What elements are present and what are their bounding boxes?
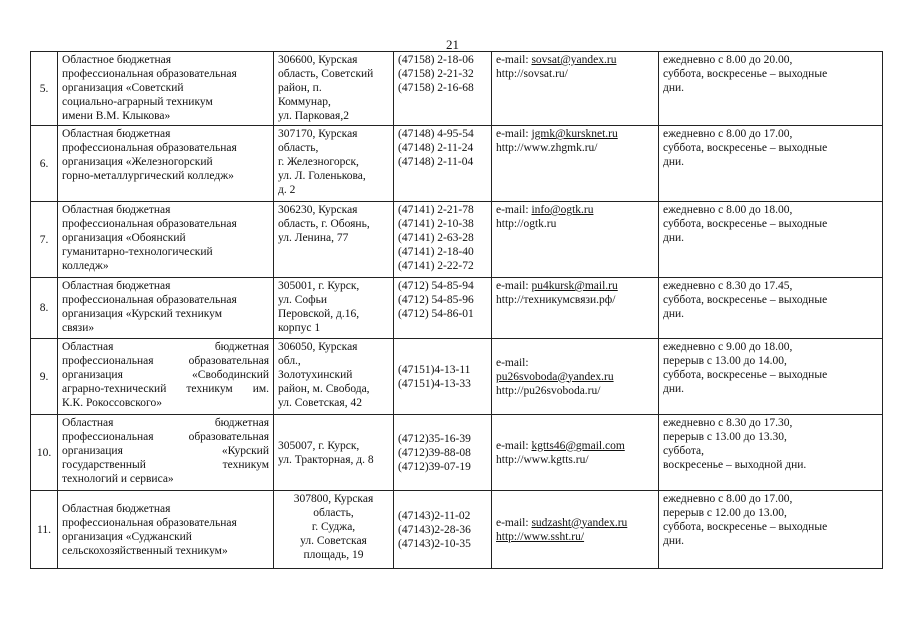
contacts	[492, 126, 659, 202]
organization-name: Областная бюджетная профессиональная образовательная организация «Суджанский сельскохозяйственный техникум»	[58, 491, 274, 569]
phones: (47158) 2-18-06 (47158) 2-21-32 (47158) 2-16-68	[394, 52, 492, 126]
organization-name: Областное бюджетная профессиональная образовательная организация «Советский социально-аграрный техникум имени В.М. Клыкова»	[58, 52, 274, 126]
contacts	[492, 491, 659, 569]
email-link[interactable]: pu4kursk@mail.ru	[531, 280, 618, 292]
website-link[interactable]: http://техникумсвязи.рф/	[496, 294, 616, 306]
organization-name: Областная бюджетная профессиональная образовательная организация «Железногорский горно-металлургический колледж»	[58, 126, 274, 202]
email-label: e-mail:	[496, 516, 532, 529]
schedule: ежедневно с 8.00 до 20.00, суббота, воскресенье – выходные дни.	[659, 52, 883, 126]
schedule: ежедневно с 8.00 до 17.00, суббота, воскресенье – выходные дни.	[659, 126, 883, 202]
website-link[interactable]: http://ogtk.ru	[496, 218, 557, 230]
organization-name: Областная бюджетная профессиональная образовательная организация «Свободинский аграрно-технический техникум им. К.К. Рокоссовского»	[58, 339, 274, 415]
website-link[interactable]: http://www.ssht.ru/	[496, 530, 585, 543]
schedule: ежедневно с 8.30 до 17.30, перерыв с 13.00 до 13.30, суббота, воскресенье – выходной дни.	[659, 415, 883, 491]
contacts	[492, 202, 659, 278]
schedule: ежедневно с 8.00 до 18.00, суббота, воскресенье – выходные дни.	[659, 202, 883, 278]
email-link[interactable]: info@ogtk.ru	[531, 204, 594, 216]
phones: (47151)4-13-11 (47151)4-13-33	[394, 339, 492, 415]
phones: (4712) 54-85-94 (4712) 54-85-96 (4712) 54-86-01	[394, 278, 492, 339]
website-link[interactable]: http://www.kgtts.ru/	[496, 453, 589, 466]
table-row	[31, 278, 883, 339]
website-link[interactable]: http://www.zhgmk.ru/	[496, 142, 598, 154]
row-number: 7.	[31, 202, 58, 278]
address: 307170, Курская область, г. Железногорск, ул. Л. Голенькова, д. 2	[274, 126, 394, 202]
table-row	[31, 491, 883, 569]
organization-name: Областная бюджетная профессиональная образовательная организация «Обоянский гуманитарно-технологический колледж»	[58, 202, 274, 278]
address: 306600, Курская область, Советский район, п. Коммунар, ул. Парковая,2	[274, 52, 394, 126]
contacts	[492, 52, 659, 126]
email-label: e-mail:	[496, 439, 532, 452]
table-row	[31, 202, 883, 278]
website-link[interactable]: http://sovsat.ru/	[496, 68, 568, 80]
email-link[interactable]: sovsat@yandex.ru	[531, 54, 617, 66]
row-number: 9.	[31, 339, 58, 415]
contacts	[492, 278, 659, 339]
email-link[interactable]: jgmk@kursknet.ru	[531, 128, 618, 140]
table-row	[31, 339, 883, 415]
email-label: e-mail:	[496, 356, 529, 369]
email-label: e-mail:	[496, 54, 532, 66]
phones: (47141) 2-21-78 (47141) 2-10-38 (47141) 2-63-28 (47141) 2-18-40 (47141) 2-22-72	[394, 202, 492, 278]
address: 307800, Курская область, г. Суджа, ул. Советская площадь, 19	[274, 491, 394, 569]
email-label: e-mail:	[496, 128, 532, 140]
email-label: e-mail:	[496, 280, 532, 292]
table-row	[31, 415, 883, 491]
row-number: 5.	[31, 52, 58, 126]
phones: (4712)35-16-39 (4712)39-88-08 (4712)39-07-19	[394, 415, 492, 491]
table-row	[31, 52, 883, 126]
email-link[interactable]: pu26svoboda@yandex.ru	[496, 370, 614, 383]
address: 306050, Курская обл., Золотухинский район, м. Свобода, ул. Советская, 42	[274, 339, 394, 415]
address: 306230, Курская область, г. Обоянь, ул. Ленина, 77	[274, 202, 394, 278]
page-number: 21	[446, 37, 459, 52]
organization-name: Областная бюджетная профессиональная образовательная организация «Курский техникум связи»	[58, 278, 274, 339]
contacts	[492, 415, 659, 491]
schedule: ежедневно с 8.00 до 17.00, перерыв с 12.00 до 13.00, суббота, воскресенье – выходные дни.	[659, 491, 883, 569]
website-link[interactable]: http://pu26svoboda.ru/	[496, 384, 601, 397]
row-number: 10.	[31, 415, 58, 491]
address: 305007, г. Курск, ул. Тракторная, д. 8	[274, 415, 394, 491]
phones: (47148) 4-95-54 (47148) 2-11-24 (47148) 2-11-04	[394, 126, 492, 202]
table-row	[31, 126, 883, 202]
email-link[interactable]: sudzasht@yandex.ru	[531, 516, 628, 529]
contacts	[492, 339, 659, 415]
row-number: 6.	[31, 126, 58, 202]
schedule: ежедневно с 9.00 до 18.00, перерыв с 13.00 до 14.00, суббота, воскресенье – выходные дни.	[659, 339, 883, 415]
organizations-table	[30, 51, 883, 569]
phones: (47143)2-11-02 (47143)2-28-36 (47143)2-10-35	[394, 491, 492, 569]
email-link[interactable]: kgtts46@gmail.com	[531, 439, 625, 452]
address: 305001, г. Курск, ул. Софьи Перовской, д.16, корпус 1	[274, 278, 394, 339]
schedule: ежедневно с 8.30 до 17.45, суббота, воскресенье – выходные дни.	[659, 278, 883, 339]
row-number: 11.	[31, 491, 58, 569]
row-number: 8.	[31, 278, 58, 339]
email-label: e-mail:	[496, 204, 532, 216]
organization-name: Областная бюджетная профессиональная образовательная организация «Курский государственный техникум технологий и сервиса»	[58, 415, 274, 491]
